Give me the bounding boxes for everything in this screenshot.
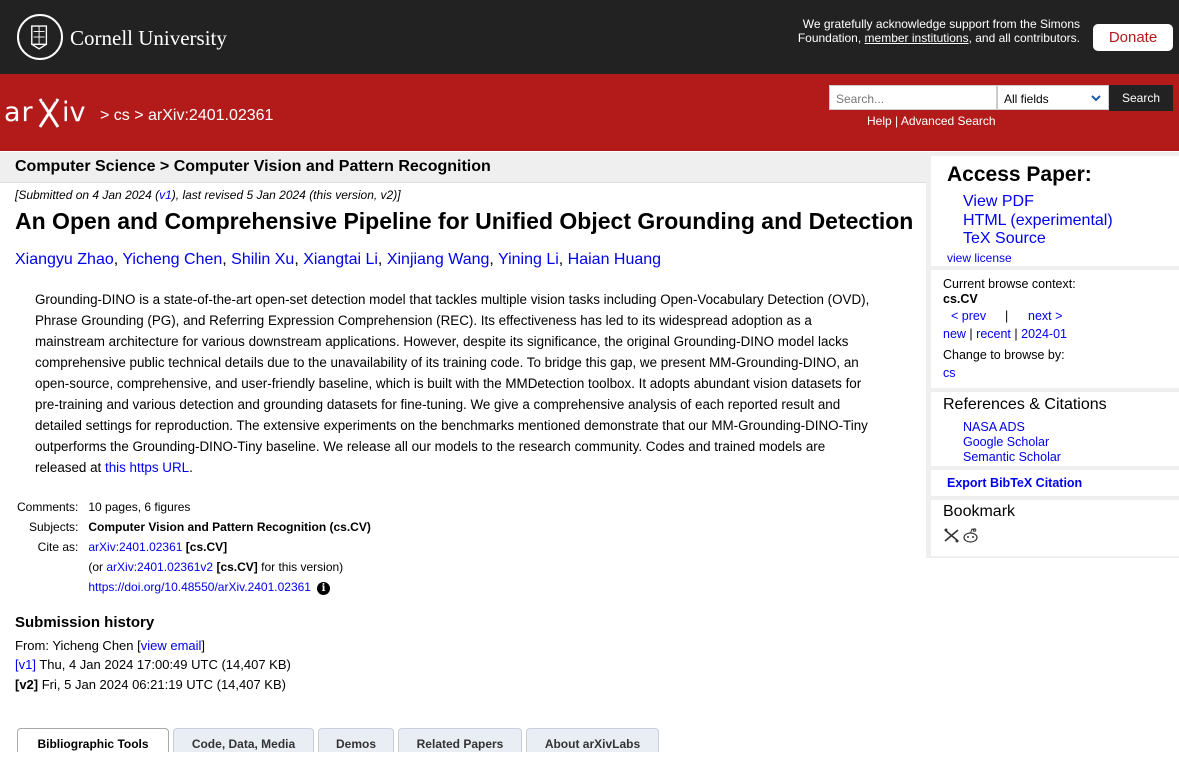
view-pdf-link[interactable]: View PDF bbox=[963, 193, 1034, 210]
author-link[interactable]: Xiangyu Zhao bbox=[15, 251, 114, 268]
new-link[interactable]: new bbox=[943, 327, 966, 341]
history-from: From: Yicheng Chen [view email] bbox=[15, 638, 206, 653]
access-paper-title: Access Paper: bbox=[947, 163, 1092, 186]
browse-context-value: cs.CV bbox=[943, 292, 978, 306]
donate-button[interactable]: Donate bbox=[1093, 24, 1173, 51]
help-link[interactable]: Help bbox=[867, 114, 892, 128]
view-email-link[interactable]: view email bbox=[140, 638, 202, 653]
next-link[interactable]: next > bbox=[1028, 309, 1063, 323]
html-link[interactable]: HTML (experimental) bbox=[963, 212, 1113, 229]
doi-link[interactable]: https://doi.org/10.48550/arXiv.2401.02361 bbox=[88, 580, 311, 594]
submission-dateline: [Submitted on 4 Jan 2024 (v1), last revised 5 Jan 2024 (this version, v2)] bbox=[15, 188, 401, 202]
cornell-seal-icon[interactable] bbox=[17, 14, 63, 60]
subject-header: Computer Science > Computer Vision and Pattern Recognition bbox=[0, 152, 926, 183]
nav-separator: | bbox=[1005, 309, 1009, 323]
history-v1: [v1] Thu, 4 Jan 2024 17:00:49 UTC (14,407 KB) bbox=[15, 657, 291, 672]
breadcrumb[interactable]: > cs > arXiv:2401.02361 bbox=[100, 107, 274, 124]
v1-link[interactable]: v1 bbox=[159, 188, 172, 202]
google-scholar-link[interactable]: Google Scholar bbox=[963, 435, 1050, 449]
member-institutions-link[interactable]: member institutions bbox=[864, 31, 969, 45]
semantic-scholar-link[interactable]: Semantic Scholar bbox=[963, 450, 1061, 464]
chevron-down-icon bbox=[1090, 92, 1102, 104]
browse-cs-link[interactable]: cs bbox=[943, 366, 956, 380]
svg-text:ar: ar bbox=[4, 97, 34, 128]
view-license-link[interactable]: view license bbox=[947, 251, 1012, 265]
bibsonomy-icon[interactable] bbox=[943, 527, 960, 544]
search-button[interactable]: Search bbox=[1109, 85, 1173, 111]
advanced-search-link[interactable]: Advanced Search bbox=[900, 114, 996, 128]
comments-value: 10 pages, 6 figures bbox=[88, 500, 191, 514]
reddit-icon[interactable] bbox=[962, 527, 979, 544]
author-link[interactable]: Haian Huang bbox=[567, 251, 662, 268]
cite-version-link[interactable]: arXiv:2401.02361v2 bbox=[106, 560, 214, 574]
author-link[interactable]: Xinjiang Wang bbox=[386, 251, 490, 268]
month-link[interactable]: 2024-01 bbox=[1021, 327, 1067, 341]
search-field-select[interactable] bbox=[997, 85, 1109, 110]
author-link[interactable]: Yicheng Chen bbox=[122, 251, 223, 268]
bookmark-title: Bookmark bbox=[943, 503, 1016, 520]
history-v2: [v2] Fri, 5 Jan 2024 06:21:19 UTC (14,407 KB) bbox=[15, 677, 286, 692]
tab-demos[interactable]: Demos bbox=[318, 728, 394, 752]
cornell-university-link[interactable]: Cornell University bbox=[70, 26, 227, 50]
browse-links: new | recent | 2024-01 bbox=[943, 327, 1067, 341]
history-v1-link[interactable]: [v1] bbox=[15, 657, 36, 672]
tab-related-papers[interactable]: Related Papers bbox=[398, 728, 522, 752]
support-text: We gratefully acknowledge support from the Simons Foundation, member institutions, and all contributors. bbox=[797, 17, 1080, 45]
arxiv-logo[interactable] bbox=[4, 93, 98, 138]
cite-link[interactable]: arXiv:2401.02361 bbox=[88, 540, 183, 554]
tex-source-link[interactable]: TeX Source bbox=[963, 230, 1046, 247]
search-input[interactable]: Search... bbox=[829, 85, 997, 110]
author-link[interactable]: Yining Li bbox=[498, 251, 559, 268]
tab-about-arxivlabs[interactable]: About arXivLabs bbox=[526, 728, 659, 752]
nasa-ads-link[interactable]: NASA ADS bbox=[963, 420, 1025, 434]
svg-text:iv: iv bbox=[62, 97, 86, 128]
metadata-table: Comments: 10 pages, 6 figures Subjects: Computer Vision and Pattern Recognition (cs.CV) Cite as: arXiv:2401.02361 [cs.CV] (or arXiv:2401.02361v2 [cs.CV] for this version) https://doi.org/10.48550/arXiv.2401.02361 i bbox=[17, 500, 371, 594]
prev-link[interactable]: < prev bbox=[951, 309, 987, 323]
submission-history-title: Submission history bbox=[15, 614, 155, 631]
tab-code-data-media[interactable]: Code, Data, Media bbox=[173, 728, 314, 752]
search-field-value: All fields bbox=[1004, 92, 1049, 106]
author-link[interactable]: Shilin Xu bbox=[231, 251, 295, 268]
abstract: Grounding-DINO is a state-of-the-art open-set detection model that tackles multiple vision tasks including Open-Vocabulary Detection (OVD), Phrase Grounding (PG), and Referring Expression Comprehension (REC). Its effectiveness has led to its widespread adoption as a mainstream architecture for various downstream applications. However, despite its significance, the original Grounding-DINO model lacks comprehensive public technical details due to the unavailability of its training code. To bridge this gap, we present MM-Grounding-DINO, an open-source, comprehensive, and user-friendly baseline, which is built with the MMDetection toolbox. It adopts abundant vision datasets for pre-training and various detection and grounding datasets for fine-tuning. We give a comprehensive analysis of each reported result and detailed settings for reproduction. The extensive experiments on the benchmarks mentioned demonstrate that our MM-Grounding-DINO-Tiny outperforms the Grounding-DINO-Tiny baseline. We release all our models to the research community. Codes and trained models are released at this https URL. bbox=[35, 292, 870, 475]
export-bibtex-link[interactable]: Export BibTeX Citation bbox=[947, 476, 1083, 490]
browse-context-label: Current browse context: bbox=[943, 277, 1076, 291]
subjects-value: Computer Vision and Pattern Recognition (cs.CV) bbox=[88, 520, 371, 534]
change-browse-label: Change to browse by: bbox=[943, 348, 1065, 362]
help-links: Help | Advanced Search bbox=[867, 114, 996, 128]
paper-title: An Open and Comprehensive Pipeline for Unified Object Grounding and Detection bbox=[15, 208, 914, 234]
code-url-link[interactable]: this https URL bbox=[104, 460, 190, 475]
recent-link[interactable]: recent bbox=[976, 327, 1011, 341]
author-link[interactable]: Xiangtai Li bbox=[303, 251, 378, 268]
tab-bibliographic-tools[interactable]: Bibliographic Tools bbox=[17, 728, 169, 752]
author-list: Xiangyu Zhao, Yicheng Chen, Shilin Xu, Xiangtai Li, Xinjiang Wang, Yining Li, Haian Huang bbox=[15, 251, 662, 268]
references-title: References & Citations bbox=[943, 396, 1107, 413]
info-icon[interactable]: i bbox=[317, 582, 330, 595]
